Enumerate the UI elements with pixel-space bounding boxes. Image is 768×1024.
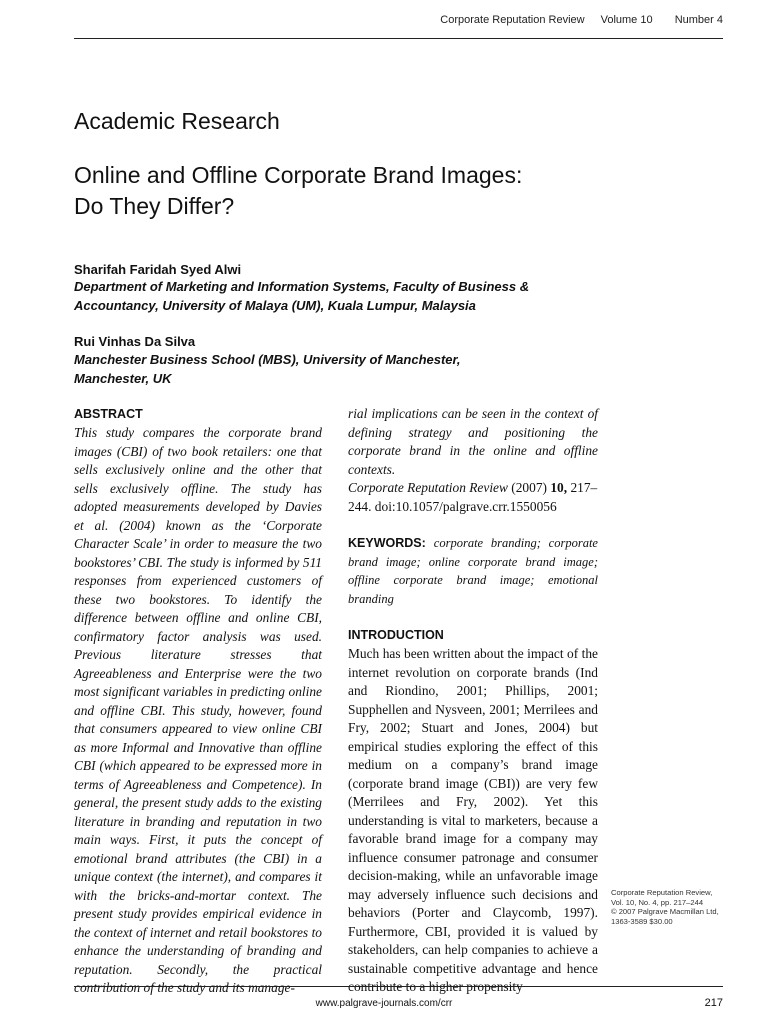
introduction-heading: INTRODUCTION xyxy=(348,628,444,642)
citation-journal: Corporate Reputation Review xyxy=(348,480,508,495)
journal-name: Corporate Reputation Review xyxy=(440,14,585,26)
keywords xyxy=(348,534,598,608)
citation-pages: 217–244. xyxy=(348,480,598,514)
issue-label: Number 4 xyxy=(674,14,723,26)
introduction-text: Much has been written about the impact of the internet revolution on corporate brands (Ind and Riondino, 2001; Phillips, 2001; Supphellen and Nysveen, 2001; Merrilees and Fry, 2002; Stuart and Jones, 2004) but empirical studies exploring the effect of this medium on a company’s brand image (corporate brand image (CBI)) are very few (Merrilees and Fry, 2002). Yet this understanding is vital to marketers, because a favorable brand image for a company may influence consumer patronage and consumer decision-making, while an unfavorable image may adversely influence such decisions and behaviors (Porter and Claycomb, 1997). Furthermore, CBI, provided it is valued by stakeholders, can help companies to achieve a sustainable competitive advantage and hence contribute to a higher propensity xyxy=(348,646,598,994)
affiliation-line: Accountancy, University of Malaya (UM), Kuala Lumpur, Malaysia xyxy=(74,298,476,313)
citation-doi: doi:10.1057/palgrave.crr.1550056 xyxy=(374,498,557,514)
sidenote-line: Vol. 10, No. 4, pp. 217–244 xyxy=(611,897,704,907)
affiliation-line: Manchester Business School (MBS), University of Manchester, xyxy=(74,352,461,367)
title-line-1: Online and Offline Corporate Brand Images: xyxy=(74,162,523,188)
citation-year: (2007) xyxy=(511,480,547,495)
title-line-2: Do They Differ? xyxy=(74,193,235,219)
citation xyxy=(348,479,598,516)
page-number: 217 xyxy=(704,997,723,1009)
abstract-continuation: rial implications can be seen in the context of defining strategy and positioning the corporate brand in the online and offline contexts. xyxy=(348,406,598,477)
right-column xyxy=(348,405,598,997)
affiliation-line: Manchester, UK xyxy=(74,371,172,386)
author-affiliation xyxy=(74,277,634,315)
top-rule xyxy=(74,38,723,39)
article-title xyxy=(74,160,674,222)
left-column xyxy=(74,405,322,998)
abstract-text: This study compares the corporate brand images (CBI) of two book retailers: one that sells exclusively online and the other that sells exclusively offline. The study has adopted measurements developed by Davies et al. (2004) known as the ‘Corporate Character Scale’ in order to measure the two bookstores’ CBI. The study is informed by 511 responses from experienced customers of these two bookstores. To identify the difference between offline and online CBI, confirmatory factor analysis was used. Previous literature stresses that Agreeableness and Enterprise were the two most significant variables in predicting online and offline CBI. This study, however, found that consumers appeared to view online CBI as more Informal and Innovative than offline CBI (which appeared to be expressed more in terms of Agreeableness and Competence). In general, the present study adds to the existing literature in branding and reputation in two main ways. First, it puts the concept of emotional brand attributes (the CBI) in a unique context (the internet), and compares it with the bricks-and-mortar context. The present study provides empirical evidence in the context of internet and retail bookstores to enhance the understanding of branding and reputation. Secondly, the practical contribution of the study and its manage- xyxy=(74,425,322,995)
abstract-heading: ABSTRACT xyxy=(74,407,143,421)
bottom-rule xyxy=(74,986,723,987)
author-affiliation xyxy=(74,350,634,388)
sidenote-line: 1363-3589 $30.00 xyxy=(611,916,673,926)
volume-label: Volume 10 xyxy=(600,14,653,26)
keywords-text: corporate branding; corporate brand image; online corporate brand image; offline corporate brand image; emotional branding xyxy=(348,536,598,606)
footer-url: www.palgrave-journals.com/crr xyxy=(315,998,453,1009)
author-name: Sharifah Faridah Syed Alwi xyxy=(74,262,242,277)
author-name: Rui Vinhas Da Silva xyxy=(74,334,196,349)
sidenote-line: Corporate Reputation Review, xyxy=(611,888,713,897)
publication-sidenote xyxy=(611,888,731,926)
keywords-label: KEYWORDS: xyxy=(348,536,426,550)
sidenote-line: © 2007 Palgrave Macmillan Ltd, xyxy=(611,907,719,917)
citation-volume: 10, xyxy=(550,480,568,495)
affiliation-line: Department of Marketing and Information Systems, Faculty of Business & xyxy=(74,279,530,294)
volume-number xyxy=(601,14,723,26)
running-head xyxy=(440,14,723,26)
section-label: Academic Research xyxy=(74,108,280,134)
